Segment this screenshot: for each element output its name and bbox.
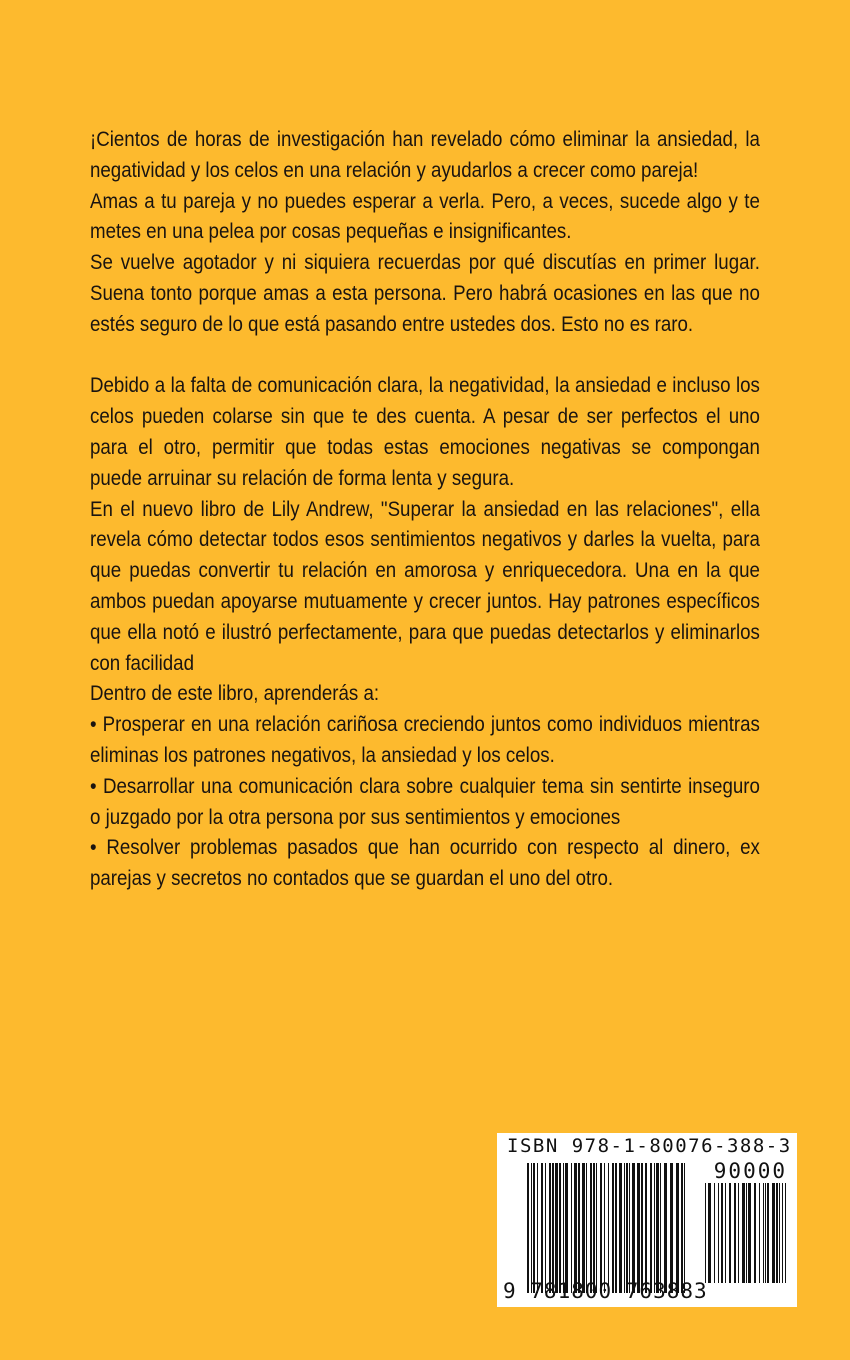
barcode-bar <box>565 1163 568 1293</box>
barcode-bar <box>729 1183 731 1283</box>
barcode-bar <box>718 1183 719 1283</box>
barcode-bar <box>660 1163 661 1293</box>
barcode-bar <box>738 1183 739 1283</box>
barcode-bar <box>664 1163 667 1293</box>
barcode-bar <box>619 1163 622 1293</box>
barcode-bar <box>684 1163 685 1293</box>
barcode-bar <box>782 1183 783 1283</box>
barcode-bar <box>612 1163 614 1293</box>
barcode-bar <box>705 1183 706 1283</box>
barcode-bar <box>624 1163 625 1293</box>
barcode-bar <box>582 1163 585 1293</box>
barcode-bar <box>754 1183 756 1283</box>
price-addon: 90000 <box>713 1159 787 1183</box>
barcode-bar <box>676 1163 679 1293</box>
barcode-bar <box>571 1163 572 1293</box>
list-intro: Dentro de este libro, aprenderás a: <box>90 681 380 706</box>
barcode-bar <box>759 1183 760 1283</box>
barcode-bar <box>590 1163 592 1293</box>
barcode-bar <box>776 1183 778 1283</box>
barcode-bar <box>615 1163 617 1293</box>
barcode-bar <box>645 1163 647 1293</box>
barcode-bar <box>559 1163 561 1293</box>
barcode-bar <box>527 1163 529 1293</box>
barcode-bar <box>600 1163 602 1293</box>
blurb-paragraph: En el nuevo libro de Lily Andrew, "Superar la ansiedad en las relaciones", ella revela cómo detectar todos esos sentimientos negativos y darles la vuelta, para que puedas convertir tu relación en amorosa y enriquecedora. Una en la que ambos puedan apoyarse mutuamente y crecer juntos. Hay patrones específicos que ella notó e ilustró perfectamente, para que puedas detectarlos y eliminarlos con facilidad <box>90 496 760 675</box>
back-cover-blurb <box>90 124 760 894</box>
barcode-bar <box>552 1163 554 1293</box>
blurb-paragraph: Debido a la falta de comunicación clara, la negatividad, la ansiedad e incluso los celos pueden colarse sin que te des cuenta. A pesar de ser perfectos el uno para el otro, permitir que todas estas emociones negativas se compongan puede arruinar su relación de forma lenta y segura. <box>90 373 760 490</box>
barcode-bar <box>604 1163 605 1293</box>
barcode-bar <box>632 1163 635 1293</box>
barcode-bar <box>725 1183 726 1283</box>
barcode-bar <box>537 1163 538 1293</box>
bullet-item: • Desarrollar una comunicación clara sobre cualquier tema sin sentirte inseguro o juzgado por la otra persona por sus sentimientos y emociones <box>90 773 760 829</box>
blurb-paragraph: ¡Cientos de horas de investigación han revelado cómo eliminar la ansiedad, la negatividad y los celos en una relación y ayudarlos a crecer como pareja! <box>90 127 760 182</box>
barcode-bar <box>608 1163 609 1293</box>
barcode-bar <box>721 1183 723 1283</box>
barcode-bar <box>765 1183 766 1283</box>
barcode-bar <box>586 1163 587 1293</box>
barcode-bar <box>637 1163 640 1293</box>
barcode-bar <box>708 1183 711 1283</box>
isbn-label: ISBN 978-1-80076-388-3 <box>507 1135 792 1157</box>
barcode-bar <box>578 1163 580 1293</box>
barcode-bar <box>785 1183 786 1283</box>
barcode-bar <box>555 1163 558 1293</box>
barcode-bar <box>748 1183 751 1283</box>
barcode-bar <box>593 1163 595 1293</box>
barcode-bar <box>574 1163 577 1293</box>
barcode-bar <box>533 1163 535 1293</box>
paragraph-gap <box>90 340 760 371</box>
blurb-paragraph: Se vuelve agotador y ni siquiera recuerdas por qué discutías en primer lugar. Suena tonto porque amas a esta persona. Pero habrá ocasiones en las que no estés seguro de lo que está pasando entre ustedes dos. Esto no es raro. <box>90 250 760 336</box>
barcode-bar <box>779 1183 780 1283</box>
barcode-bar <box>650 1163 652 1293</box>
isbn-barcode <box>497 1133 797 1307</box>
barcode-bar <box>670 1163 673 1293</box>
barcode-bar <box>681 1163 683 1293</box>
barcode-bar <box>596 1163 597 1293</box>
blurb-paragraph: Amas a tu pareja y no puedes esperar a verla. Pero, a veces, sucede algo y te metes en una pelea por cosas pequeñas e insignificantes. <box>90 188 760 244</box>
barcode-bar <box>549 1163 551 1293</box>
barcode-bar <box>654 1163 655 1293</box>
barcode-bar <box>656 1163 659 1293</box>
barcode-bar <box>742 1183 745 1283</box>
barcode-bar <box>763 1183 764 1283</box>
barcode-bar <box>629 1163 630 1293</box>
barcode-bar <box>531 1163 532 1293</box>
barcode-bar <box>563 1163 564 1293</box>
barcode-bar <box>626 1163 628 1293</box>
barcode-bar <box>767 1183 769 1283</box>
barcode-bar <box>746 1183 747 1283</box>
barcode-bar <box>641 1163 643 1293</box>
barcode-bar <box>545 1163 546 1293</box>
ean-digits: 9 781800 763883 <box>503 1279 708 1303</box>
barcode-bar <box>714 1183 715 1283</box>
bullet-item: • Prosperar en una relación cariñosa creciendo juntos como individuos mientras eliminas los patrones negativos, la ansiedad y los celos. <box>90 712 760 767</box>
bullet-item: • Resolver problemas pasados que han ocurrido con respecto al dinero, ex parejas y secretos no contados que se guardan el uno del otro. <box>90 835 760 891</box>
barcode-bar <box>541 1163 543 1293</box>
barcode-bar <box>734 1183 736 1283</box>
barcode-bar <box>772 1183 775 1283</box>
